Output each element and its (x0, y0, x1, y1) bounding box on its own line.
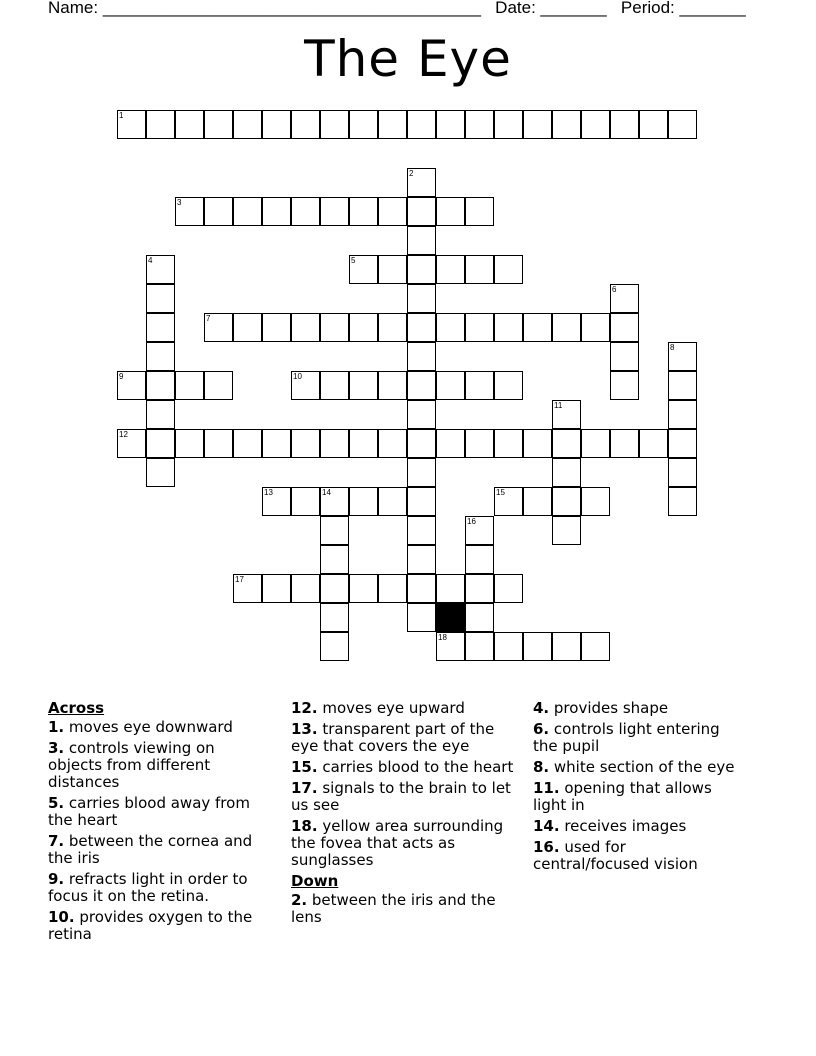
clue-item-number: 6. (533, 720, 550, 738)
grid-cell[interactable] (465, 574, 494, 603)
grid-cell[interactable] (639, 110, 668, 139)
grid-cell[interactable] (407, 516, 436, 545)
clue-item-text: white section of the eye (549, 758, 735, 776)
clue-item-text: provides shape (549, 699, 669, 717)
grid-cell[interactable] (465, 197, 494, 226)
clue-item-number: 13. (291, 720, 318, 738)
clue-item (533, 721, 743, 755)
grid-cell[interactable] (552, 110, 581, 139)
grid-cell[interactable] (320, 603, 349, 632)
clue-number: 4 (148, 256, 153, 265)
clue-column-2 (291, 700, 521, 930)
grid-cell[interactable] (146, 342, 175, 371)
grid-cell[interactable] (291, 313, 320, 342)
grid-cell[interactable] (349, 574, 378, 603)
grid-cell[interactable] (349, 110, 378, 139)
clue-item (48, 719, 273, 736)
grid-cell[interactable] (610, 110, 639, 139)
grid-cell[interactable] (146, 400, 175, 429)
clue-number: 7 (206, 314, 211, 323)
period-line[interactable]: _______ (679, 0, 746, 17)
grid-cell[interactable] (552, 458, 581, 487)
grid-cell[interactable] (349, 197, 378, 226)
grid-cell[interactable] (494, 371, 523, 400)
grid-cell[interactable] (407, 197, 436, 226)
grid-cell[interactable] (465, 313, 494, 342)
clue-item-text: controls viewing on objects from different distances (48, 739, 215, 791)
grid-cell[interactable] (349, 487, 378, 516)
grid-cell[interactable] (465, 371, 494, 400)
grid-cell[interactable] (436, 429, 465, 458)
grid-cell[interactable] (262, 197, 291, 226)
grid-cell[interactable] (349, 371, 378, 400)
clue-number: 9 (119, 372, 124, 381)
grid-cell[interactable] (407, 313, 436, 342)
grid-cell[interactable] (436, 197, 465, 226)
grid-cell[interactable] (146, 110, 175, 139)
clue-number: 12 (119, 430, 128, 439)
grid-cell[interactable] (146, 458, 175, 487)
down-heading: Down (291, 872, 339, 890)
grid-cell[interactable] (204, 197, 233, 226)
clue-number: 2 (409, 169, 414, 178)
clue-number: 17 (235, 575, 244, 584)
grid-cell[interactable] (494, 574, 523, 603)
grid-cell[interactable] (320, 487, 349, 516)
clue-item-number: 17. (291, 779, 318, 797)
clue-item-text: used for central/focused vision (533, 838, 698, 873)
clue-item (291, 780, 521, 814)
clue-item-number: 18. (291, 817, 318, 835)
clue-item-text: between the iris and the lens (291, 891, 496, 926)
clue-number: 16 (467, 517, 476, 526)
clue-number: 1 (119, 111, 124, 120)
grid-cell[interactable] (552, 632, 581, 661)
grid-cell[interactable] (407, 110, 436, 139)
grid-cell[interactable] (523, 429, 552, 458)
grid-cell[interactable] (320, 110, 349, 139)
clue-number: 18 (438, 633, 447, 642)
grid-cell[interactable] (407, 168, 436, 197)
grid-cell[interactable] (436, 371, 465, 400)
grid-cell[interactable] (668, 429, 697, 458)
clue-item (533, 839, 743, 873)
clue-item-number: 16. (533, 838, 560, 856)
clue-number: 8 (670, 343, 675, 352)
grid-cell[interactable] (291, 574, 320, 603)
name-label: Name: (48, 0, 99, 17)
grid-cell[interactable] (175, 429, 204, 458)
grid-cell[interactable] (146, 255, 175, 284)
clue-item (533, 780, 743, 814)
grid-cell[interactable] (552, 429, 581, 458)
name-line[interactable]: ________________________________________ (102, 0, 481, 17)
clue-item-number: 7. (48, 832, 65, 850)
clue-item-text: opening that allows light in (533, 779, 712, 814)
grid-cell[interactable] (349, 313, 378, 342)
grid-cell[interactable] (146, 313, 175, 342)
grid-cell[interactable] (552, 516, 581, 545)
clue-item (533, 759, 743, 776)
grid-cell[interactable] (494, 110, 523, 139)
grid-cell[interactable] (175, 197, 204, 226)
grid-cell[interactable] (436, 574, 465, 603)
grid-cell[interactable] (262, 313, 291, 342)
clue-number: 3 (177, 198, 182, 207)
grid-cell[interactable] (349, 429, 378, 458)
clue-item (533, 818, 743, 835)
clue-item-number: 14. (533, 817, 560, 835)
clue-column-3 (533, 700, 743, 877)
grid-cell[interactable] (407, 429, 436, 458)
clue-item (291, 892, 521, 926)
grid-cell[interactable] (378, 197, 407, 226)
grid-cell[interactable] (233, 429, 262, 458)
grid-cell[interactable] (465, 110, 494, 139)
grid-cell[interactable] (465, 429, 494, 458)
grid-cell[interactable] (320, 516, 349, 545)
period-label: Period: (620, 0, 675, 17)
clue-item-text: refracts light in order to focus it on the retina. (48, 870, 248, 905)
clue-item (48, 871, 273, 905)
grid-cell[interactable] (204, 110, 233, 139)
clue-item-text: signals to the brain to let us see (291, 779, 511, 814)
grid-cell[interactable] (204, 429, 233, 458)
grid-cell[interactable] (494, 632, 523, 661)
grid-cell[interactable] (233, 110, 262, 139)
grid-cell[interactable] (581, 110, 610, 139)
grid-cell[interactable] (668, 487, 697, 516)
grid-cell[interactable] (320, 313, 349, 342)
grid-cell[interactable] (610, 429, 639, 458)
clue-item-number: 12. (291, 699, 318, 717)
grid-cell[interactable] (668, 342, 697, 371)
grid-cell[interactable] (436, 313, 465, 342)
clue-item-text: yellow area surrounding the fovea that acts as sunglasses (291, 817, 504, 869)
grid-cell[interactable] (378, 371, 407, 400)
grid-cell[interactable] (407, 545, 436, 574)
clue-number: 5 (351, 256, 356, 265)
clue-item-text: receives images (559, 817, 687, 835)
grid-cell[interactable] (465, 603, 494, 632)
clue-item-number: 8. (533, 758, 550, 776)
date-line[interactable]: _______ (540, 0, 607, 17)
grid-cell[interactable] (146, 371, 175, 400)
grid-cell[interactable] (320, 545, 349, 574)
grid-cell[interactable] (668, 400, 697, 429)
grid-cell[interactable] (291, 110, 320, 139)
grid-cell[interactable] (378, 429, 407, 458)
grid-cell[interactable] (291, 371, 320, 400)
grid-cell[interactable] (407, 458, 436, 487)
grid-cell[interactable] (233, 574, 262, 603)
clue-item-number: 5. (48, 794, 65, 812)
grid-cell[interactable] (262, 487, 291, 516)
grid-cell[interactable] (291, 429, 320, 458)
grid-cell[interactable] (378, 574, 407, 603)
clue-item-text: provides oxygen to the retina (48, 908, 253, 943)
clue-item-text: moves eye downward (64, 718, 233, 736)
grid-cell[interactable] (262, 429, 291, 458)
clue-item (48, 909, 273, 943)
grid-cell[interactable] (233, 313, 262, 342)
grid-cell[interactable] (552, 487, 581, 516)
clue-item-text: moves eye upward (317, 699, 465, 717)
grid-cell[interactable] (407, 400, 436, 429)
grid-cell[interactable] (349, 255, 378, 284)
grid-cell[interactable] (668, 110, 697, 139)
clue-number: 15 (496, 488, 505, 497)
grid-cell[interactable] (204, 313, 233, 342)
clue-item-number: 15. (291, 758, 318, 776)
grid-cell[interactable] (465, 545, 494, 574)
grid-cell[interactable] (436, 110, 465, 139)
grid-cell[interactable] (146, 429, 175, 458)
grid-cell[interactable] (407, 487, 436, 516)
grid-cell[interactable] (494, 487, 523, 516)
clue-item (48, 795, 273, 829)
grid-cell[interactable] (175, 110, 204, 139)
grid-cell[interactable] (581, 429, 610, 458)
grid-cell[interactable] (262, 574, 291, 603)
grid-cell[interactable] (407, 255, 436, 284)
clue-number: 11 (554, 401, 563, 410)
grid-cell[interactable] (407, 342, 436, 371)
grid-cell[interactable] (610, 371, 639, 400)
grid-cell[interactable] (581, 313, 610, 342)
clue-item-text: carries blood to the heart (317, 758, 514, 776)
grid-cell[interactable] (494, 255, 523, 284)
clue-item-text: controls light entering the pupil (533, 720, 720, 755)
grid-cell[interactable] (523, 110, 552, 139)
grid-cell[interactable] (291, 197, 320, 226)
grid-cell[interactable] (610, 342, 639, 371)
clue-item-number: 1. (48, 718, 65, 736)
grid-cell[interactable] (494, 313, 523, 342)
grid-cell[interactable] (523, 487, 552, 516)
grid-cell[interactable] (581, 632, 610, 661)
grid-cell[interactable] (552, 313, 581, 342)
grid-cell[interactable] (320, 574, 349, 603)
clue-item-number: 4. (533, 699, 550, 717)
grid-cell[interactable] (320, 371, 349, 400)
grid-cell[interactable] (407, 603, 436, 632)
grid-cell[interactable] (378, 255, 407, 284)
clue-column-1 (48, 700, 273, 947)
clue-number: 6 (612, 285, 617, 294)
clue-item-text: transparent part of the eye that covers the eye (291, 720, 495, 755)
across-heading: Across (48, 699, 105, 717)
grid-cell[interactable] (320, 197, 349, 226)
clue-item-number: 9. (48, 870, 65, 888)
clue-number: 13 (264, 488, 273, 497)
clue-item-number: 3. (48, 739, 65, 757)
grid-cell[interactable] (291, 487, 320, 516)
clue-number: 14 (322, 488, 331, 497)
grid-cell[interactable] (610, 284, 639, 313)
grid-cell[interactable] (668, 458, 697, 487)
clue-item (291, 721, 521, 755)
grid-cell[interactable] (407, 371, 436, 400)
grid-cell[interactable] (146, 284, 175, 313)
grid-cell[interactable] (465, 516, 494, 545)
grid-cell[interactable] (407, 226, 436, 255)
grid-cell[interactable] (204, 371, 233, 400)
grid-cell[interactable] (233, 197, 262, 226)
grid-cell[interactable] (117, 371, 146, 400)
clue-item (291, 759, 521, 776)
grid-cell[interactable] (320, 429, 349, 458)
clue-item-number: 2. (291, 891, 308, 909)
clue-item (48, 833, 273, 867)
grid-cell[interactable] (378, 313, 407, 342)
grid-cell[interactable] (523, 313, 552, 342)
clue-item-text: between the cornea and the iris (48, 832, 253, 867)
clue-item (291, 818, 521, 869)
grid-cell[interactable] (436, 632, 465, 661)
grid-cell[interactable] (523, 632, 552, 661)
clue-item-number: 11. (533, 779, 560, 797)
clue-item-number: 10. (48, 908, 75, 926)
date-label: Date: (495, 0, 536, 17)
clue-item (533, 700, 743, 717)
page-title: The Eye (304, 30, 512, 88)
grid-cell[interactable] (262, 110, 291, 139)
clue-item (48, 740, 273, 791)
grid-block-cell (436, 603, 465, 632)
grid-cell[interactable] (117, 110, 146, 139)
grid-cell[interactable] (494, 429, 523, 458)
grid-cell[interactable] (378, 110, 407, 139)
clue-item (291, 700, 521, 717)
grid-cell[interactable] (639, 429, 668, 458)
grid-cell[interactable] (117, 429, 146, 458)
grid-cell[interactable] (465, 632, 494, 661)
clue-number: 10 (293, 372, 302, 381)
grid-cell[interactable] (465, 255, 494, 284)
grid-cell[interactable] (552, 400, 581, 429)
grid-cell[interactable] (436, 255, 465, 284)
grid-cell[interactable] (610, 313, 639, 342)
grid-cell[interactable] (378, 487, 407, 516)
grid-cell[interactable] (581, 487, 610, 516)
grid-cell[interactable] (407, 284, 436, 313)
clue-item-text: carries blood away from the heart (48, 794, 250, 829)
grid-cell[interactable] (668, 371, 697, 400)
grid-cell[interactable] (320, 632, 349, 661)
grid-cell[interactable] (407, 574, 436, 603)
grid-cell[interactable] (175, 371, 204, 400)
